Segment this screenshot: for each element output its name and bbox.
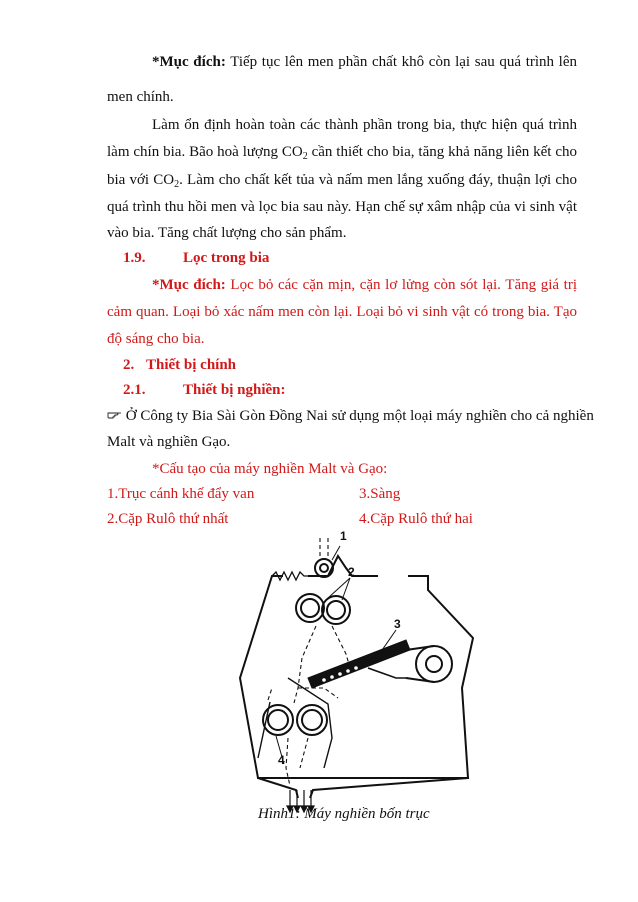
purpose-paragraph-line: men chính.: [107, 89, 174, 105]
diagram-label-4: 4: [278, 753, 285, 767]
filtering-paragraph-line: cảm quan. Loại bỏ xác nấm men còn lại. Loại bỏ vi sinh vật có trong bia. Tạo: [107, 304, 577, 320]
text-segment: . Làm cho chất kết tủa và nấm men lắng xuống đáy, thuận lợi cho: [179, 172, 577, 188]
figure-caption: Hình1: Máy nghiền bốn trục: [258, 806, 430, 822]
filtering-paragraph-line: độ sáng cho bia.: [107, 331, 205, 347]
body-paragraph-line: Làm ổn định hoàn toàn các thành phần trong bia, thực hiện quá trình: [152, 117, 577, 133]
section-title: Thiết bị nghiền:: [183, 382, 286, 398]
body-paragraph-line: vào bia. Tăng chất lượng cho sản phẩm.: [107, 225, 347, 241]
intro-text: Ở Công ty Bia Sài Gòn Đồng Nai sử dụng một loại máy nghiền cho cả nghiền: [125, 408, 594, 424]
diagram-label-1: 1: [340, 529, 347, 543]
mill-diagram: [228, 528, 490, 816]
subscript: 2: [302, 151, 308, 162]
purpose-paragraph-line: [152, 53, 577, 71]
structure-item: 4.Cặp Rulô thứ hai: [359, 511, 473, 527]
mill-diagram-svg: [228, 528, 490, 816]
purpose-label: *Mục đích:: [152, 277, 226, 293]
body-paragraph-line: [107, 143, 577, 161]
section-title: Lọc trong bia: [183, 250, 270, 266]
intro-line: [107, 407, 594, 425]
body-paragraph-line: quá trình thu hồi men và lọc bia sau này. Hạn chế sự xâm nhập của vi sinh vật: [107, 199, 577, 215]
purpose-text: Tiếp tục lên men phần chất khô còn lại sau quá trình lên: [230, 54, 577, 70]
diagram-label-3: 3: [394, 617, 401, 631]
diagram-label-2: 2: [348, 565, 355, 579]
filtering-paragraph-line: [152, 276, 577, 294]
section-title: Thiết bị chính: [146, 357, 237, 373]
text-segment: cần thiết cho bia, tăng khả năng liên kết cho: [311, 144, 578, 160]
section-number: 1.9.: [123, 250, 146, 266]
body-paragraph-line: [107, 171, 577, 189]
purpose-text: Lọc bỏ các cặn mịn, cặn lơ lửng còn sót lại. Tăng giá trị: [230, 277, 577, 293]
text-segment: bia với CO: [107, 172, 175, 188]
pointing-hand-icon: [107, 407, 122, 425]
subscript: 2: [174, 179, 180, 190]
structure-item: 3.Sàng: [359, 486, 401, 502]
text-segment: làm chín bia. Bão hoà lượng CO: [107, 144, 303, 160]
structure-heading: *Cấu tạo của máy nghiền Malt và Gạo:: [152, 461, 388, 477]
section-number: 2.: [123, 357, 135, 373]
purpose-label: *Mục đích:: [152, 54, 226, 70]
structure-item: 2.Cặp Rulô thứ nhất: [107, 511, 229, 527]
structure-item: 1.Trục cánh khế đẩy van: [107, 486, 255, 502]
section-number: 2.1.: [123, 382, 146, 398]
intro-line: Malt và nghiền Gạo.: [107, 434, 231, 450]
